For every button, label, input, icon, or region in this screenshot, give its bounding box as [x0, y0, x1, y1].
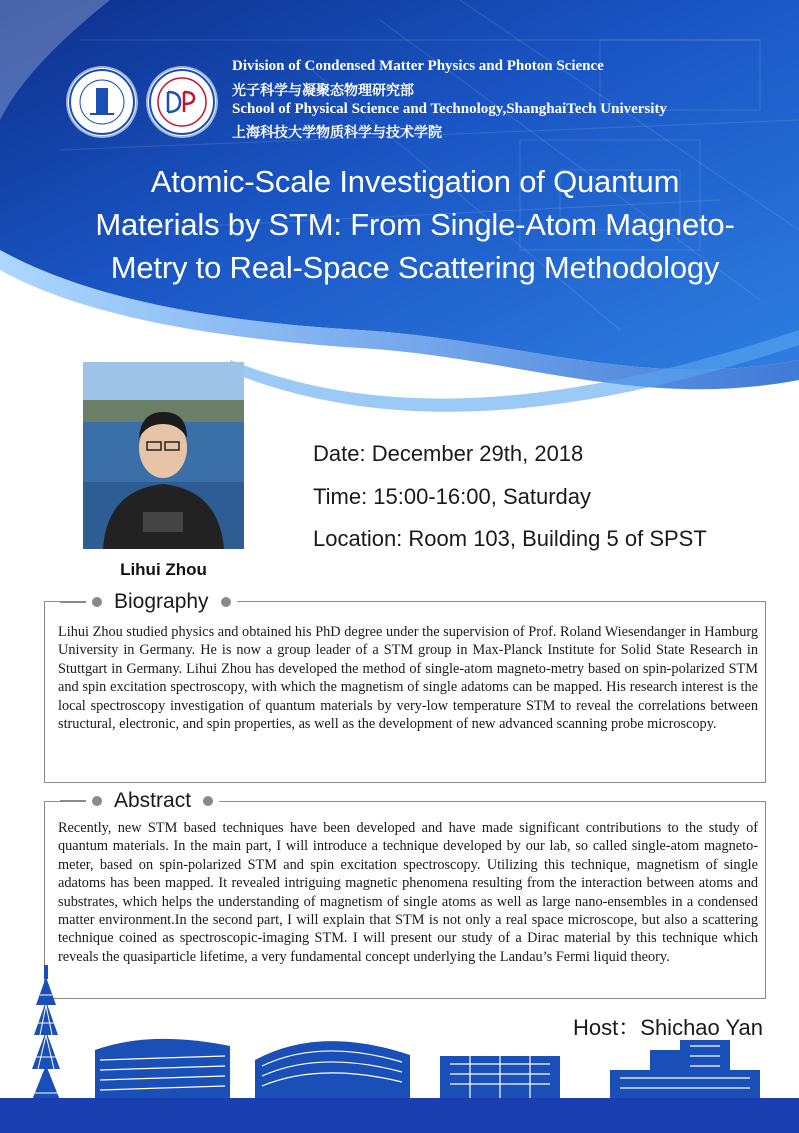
biography-text: Lihui Zhou studied physics and obtained his PhD degree under the supervision of Prof. Roland Wiesendanger in Hamburg University in Germany. He is now a group leader of a STM group in Max-Planck Institute for Solid State Research in Stuttgart in Germany. Lihui Zhou has developed the method of single-atom magneto-metry based on spin-polarized STM and spin excitation spectroscopy, with which the magnetism of single adatoms can be mapped. His research interest is the local spectroscopy investigation of quantum materials by very-low temperature STM to reveal the correlations between structural, electronic, and spin properties, as well as the development of new advanced scanning probe microscopy.	[58, 624, 758, 733]
campus-skyline-illustration	[0, 1000, 799, 1133]
speaker-photo	[83, 362, 244, 549]
event-time: Time: 15:00-16:00, Saturday	[313, 484, 592, 509]
abstract-heading: Abstract	[114, 789, 192, 812]
speaker-name: Lihui Zhou	[120, 560, 207, 579]
org-line-school-en: School of Physical Science and Technology,ShanghaiTech University	[232, 101, 667, 117]
shanghaitech-seal-logo	[68, 68, 136, 136]
abstract-heading-group	[60, 790, 219, 812]
org-line-division-en: Division of Condensed Matter Physics and Photon Science	[232, 58, 604, 74]
event-date: Date: December 29th, 2018	[313, 441, 584, 466]
heading-rule	[60, 800, 86, 802]
bullet-dot-icon	[92, 796, 102, 806]
event-location: Location: Room 103, Building 5 of SPST	[313, 526, 707, 551]
talk-title: Atomic-Scale Investigation of Quantum Materials by STM: From Single-Atom Magneto-Metry to Real-Space Scattering Methodology	[95, 164, 735, 285]
dps-logo	[148, 68, 216, 136]
biography-heading-group	[60, 591, 237, 613]
biography-heading: Biography	[114, 590, 209, 613]
org-line-school-cn: 上海科技大学物质科学与技术学院	[232, 125, 442, 141]
bullet-dot-icon	[92, 597, 102, 607]
abstract-text: Recently, new STM based techniques have been developed and have made significant contributions to the study of quantum materials. In the main part, I will introduce a technique developed by our lab, so called single-atom magneto-meter, based on spin-polarized STM and spin excitation spectroscopy. Utilizing this technique, magnetism of single adatoms has been mapped. It revealed intriguing magnetic phenomena resulting from the interaction between atoms and substrates, which helps the understanding of magnetism of single atoms as well as large nano-ensembles in a condensed matter environment.In the second part, I will explain that STM is not only a real space microscope, but also a scattering technique coined as spectroscopic-imaging STM. I will present our study of a Dirac material by this technique which reveals the quasiparticle lifetime, a very fundamental concept underlying the Landau’s Fermi liquid theory.	[58, 820, 758, 965]
heading-rule	[60, 601, 86, 603]
bullet-dot-icon	[221, 597, 231, 607]
org-line-division-cn: 光子科学与凝聚态物理研究部	[232, 83, 414, 99]
host-line: Host：Shichao Yan	[573, 1015, 763, 1040]
bullet-dot-icon	[203, 796, 213, 806]
